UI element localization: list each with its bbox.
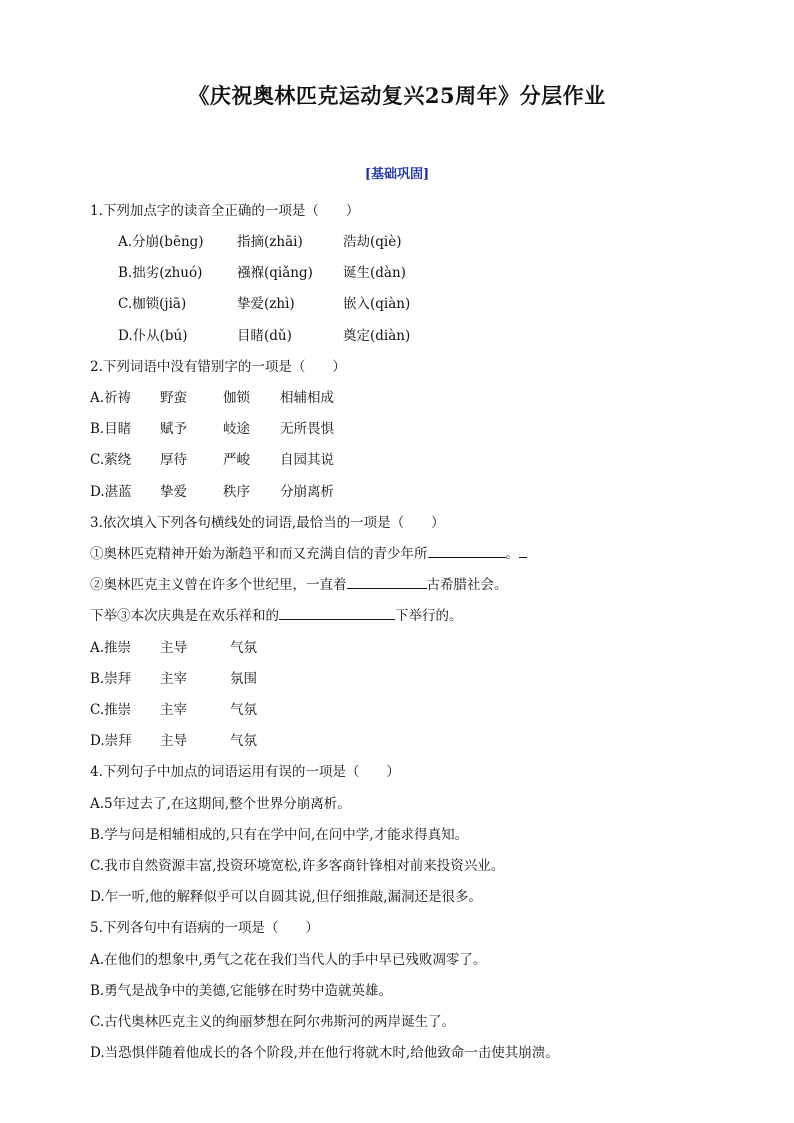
q2-option-c-word3: 严峻 [223, 452, 250, 468]
section-heading: [基础巩固] [364, 167, 430, 182]
q2-option-b-word2: 赋予 [160, 421, 187, 437]
q5-option-b: B.勇气是战争中的美德,它能够在时势中造就英雄。 [90, 983, 393, 999]
question-1-stem: 1.下列加点字的读音全正确的一项是（ ） [90, 203, 360, 219]
q4-option-b: B.学与问是相辅相成的,只有在学中问,在问中学,才能求得真知。 [90, 827, 469, 843]
q2-option-c-word1: C.萦绕 [90, 452, 132, 468]
page-title: 《庆祝奥林匹克运动复兴25周年》分层作业 [188, 83, 606, 108]
q3-sentence-3-text: 下举③本次庆典是在欢乐祥和的 [90, 608, 279, 624]
q3-option-c-word2: 主宰 [160, 702, 187, 718]
question-5-stem: 5.下列各句中有语病的一项是（ ） [90, 920, 319, 936]
q2-option-a-word2: 野蛮 [160, 390, 187, 406]
q4-option-c: C.我市自然资源丰富,投资环境宽松,许多客商针锋相对前来投资兴业。 [90, 858, 505, 874]
q3-sentence-2-text: ②奥林匹克主义曾在许多个世纪里，一直着 [90, 577, 347, 593]
q3-option-d-word3: 气氛 [230, 733, 257, 749]
question-4-stem: 4.下列句子中加点的词语运用有误的一项是（ ） [90, 764, 400, 780]
q2-option-d-word3: 秩序 [223, 484, 250, 500]
q1-option-c-word1: C.枷锁(jiā) [118, 296, 187, 312]
q1-option-c-word2: 挚爱(zhì) [237, 296, 295, 312]
question-3-stem: 3.依次填入下列各句横线处的词语,最恰当的一项是（ ） [90, 515, 445, 531]
q3-sentence-1 [90, 542, 527, 562]
q3-option-a-word3: 气氛 [230, 640, 257, 656]
q1-option-a-word1: A.分崩(bēng) [118, 234, 204, 250]
q3-option-b-word2: 主宰 [160, 671, 187, 687]
q3-sentence-1-text: ①奥林匹克精神开始为渐趋平和而又充满自信的青少年所 [90, 546, 428, 562]
q2-option-b-word4: 无所畏惧 [280, 421, 334, 437]
q3-option-d-word2: 主导 [160, 733, 187, 749]
q2-option-a-word1: A.祈祷 [90, 390, 132, 406]
q5-option-d: D.当恐惧伴随着他成长的各个阶段,并在他行将就木时,给他致命一击使其崩溃。 [90, 1045, 559, 1061]
q3-option-c-word1: C.推崇 [90, 702, 132, 718]
q5-option-c: C.古代奥林匹克主义的绚丽梦想在阿尔弗斯河的两岸诞生了。 [90, 1014, 456, 1030]
q2-option-d-word4: 分崩离析 [280, 484, 334, 500]
q2-option-b-word3: 岐途 [223, 421, 250, 437]
q3-option-a-word2: 主导 [160, 640, 187, 656]
q1-option-b-word2: 襁褓(qiǎng) [237, 265, 313, 281]
q3-sentence-3-end: 下举行的。 [395, 608, 463, 624]
q3-option-a-word1: A.推崇 [90, 640, 132, 656]
q3-blank-1 [428, 543, 506, 558]
question-2-stem: 2.下列词语中没有错别字的一项是（ ） [90, 359, 346, 375]
q3-blank-1-tail [519, 543, 527, 558]
q1-option-a-word2: 指摘(zhāi) [237, 234, 303, 250]
q1-option-d-word1: D.仆从(bú) [118, 328, 188, 344]
q2-option-c-word4: 自园其说 [280, 452, 334, 468]
q2-option-a-word3: 伽锁 [223, 390, 250, 406]
q2-option-a-word4: 相辅相成 [280, 390, 334, 406]
q4-option-a: A.5年过去了,在这期间,整个世界分崩离析。 [90, 796, 351, 812]
q1-option-d-word2: 目睹(dǔ) [237, 328, 292, 344]
q2-option-d-word1: D.湛蓝 [90, 484, 132, 500]
q2-option-c-word2: 厚待 [160, 452, 187, 468]
q3-option-d-word1: D.崇拜 [90, 733, 132, 749]
q3-sentence-1-end: 。 [505, 546, 519, 562]
q3-option-b-word3: 氛围 [230, 671, 257, 687]
q1-option-b-word1: B.拙劣(zhuó) [118, 265, 203, 281]
q3-option-b-word1: B.崇拜 [90, 671, 132, 687]
q3-blank-3 [279, 605, 395, 620]
q5-option-a: A.在他们的想象中,勇气之花在我们当代人的手中早已残败凋零了。 [90, 952, 487, 968]
q2-option-d-word2: 挚爱 [160, 484, 187, 500]
q1-option-c-word3: 嵌入(qiàn) [343, 296, 411, 312]
q3-blank-2 [347, 574, 427, 589]
q2-option-b-word1: B.目睹 [90, 421, 132, 437]
q1-option-d-word3: 奠定(diàn) [343, 328, 411, 344]
q3-sentence-2 [90, 573, 508, 593]
q3-option-c-word3: 气氛 [230, 702, 257, 718]
q3-sentence-2-end: 古希腊社会。 [426, 577, 508, 593]
q1-option-b-word3: 诞生(dàn) [343, 265, 406, 281]
q4-option-d: D.乍一听,他的解释似乎可以自圆其说,但仔细推敲,漏洞还是很多。 [90, 889, 483, 905]
q1-option-a-word3: 浩劫(qiè) [343, 234, 402, 250]
q3-sentence-3 [90, 604, 463, 624]
